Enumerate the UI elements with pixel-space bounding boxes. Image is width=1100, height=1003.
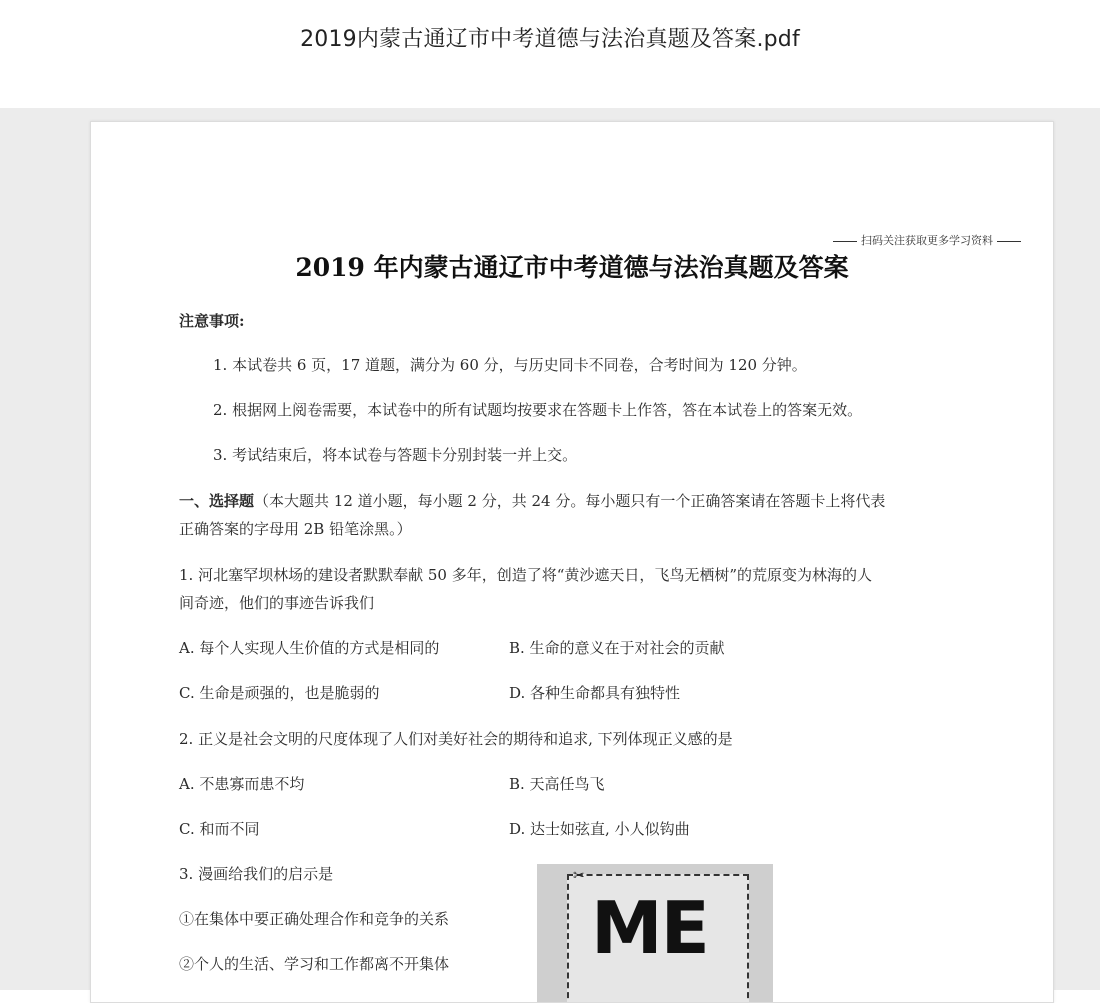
notice-item-2: 2. 根据网上阅卷需要，本试卷中的所有试题均按要求在答题卡上作答，答在本试卷上的答案无效。: [213, 401, 863, 419]
scan-note: [829, 232, 1025, 248]
scan-note-text: 扫码关注获取更多学习资料: [861, 234, 993, 247]
section1-line1: [179, 490, 885, 511]
q1-line2: 间奇迹，他们的事迹告诉我们: [179, 594, 375, 612]
dash-right: [997, 241, 1021, 242]
section1-desc: （本大题共 12 道小题，每小题 2 分，共 24 分。每小题只有一个正确答案请在答题卡上将代表: [254, 492, 886, 510]
q3-item-2: ②个人的生活、学习和工作都离不开集体: [179, 955, 450, 973]
notice-item-1: 1. 本试卷共 6 页，17 道题，满分为 60 分，与历史同卡不同卷，合考时间为 120 分钟。: [213, 356, 807, 374]
q1-option-d: D. 各种生命都具有独特性: [509, 684, 681, 702]
dash-left: [833, 241, 857, 242]
q1-option-b: B. 生命的意义在于对社会的贡献: [509, 639, 725, 657]
notice-heading: 注意事项:: [179, 312, 245, 330]
exam-title: 2019 年内蒙古通辽市中考道德与法治真题及答案: [295, 253, 849, 282]
section1-desc-2: 正确答案的字母用 2B 铅笔涂黑。）: [179, 520, 412, 538]
q3-line1: 3. 漫画给我们的启示是: [179, 865, 334, 883]
pdf-page[interactable]: [90, 121, 1054, 1003]
q1-line1: 1. 河北塞罕坝林场的建设者默默奉献 50 多年，创造了将“黄沙遮天日，飞鸟无栖树”的荒原变为林海的人: [179, 566, 873, 584]
q1-option-c: C. 生命是顽强的，也是脆弱的: [179, 684, 380, 702]
q2-option-d: D. 达士如弦直, 小人似钩曲: [509, 820, 690, 838]
clip-icon: ✂: [573, 868, 585, 884]
document-title: 2019内蒙古通辽市中考道德与法治真题及答案.pdf: [300, 27, 800, 52]
notice-item-3: 3. 考试结束后，将本试卷与答题卡分别封装一并上交。: [213, 446, 578, 464]
cartoon-image: [537, 864, 773, 1002]
q3-item-1: ①在集体中要正确处理合作和竞争的关系: [179, 910, 450, 928]
q1-option-a: A. 每个人实现人生价值的方式是相同的: [179, 639, 440, 657]
section1-heading: 一、选择题: [179, 492, 255, 510]
q2-option-c: C. 和而不同: [179, 820, 260, 838]
title-bar: [0, 0, 1100, 108]
q2-option-a: A. 不患寡而患不均: [179, 775, 305, 793]
cartoon-text: ME: [591, 886, 708, 970]
q2-option-b: B. 天高任鸟飞: [509, 775, 605, 793]
q2-line1: 2. 正义是社会文明的尺度体现了人们对美好社会的期待和追求, 下列体现正义感的是: [179, 730, 733, 748]
